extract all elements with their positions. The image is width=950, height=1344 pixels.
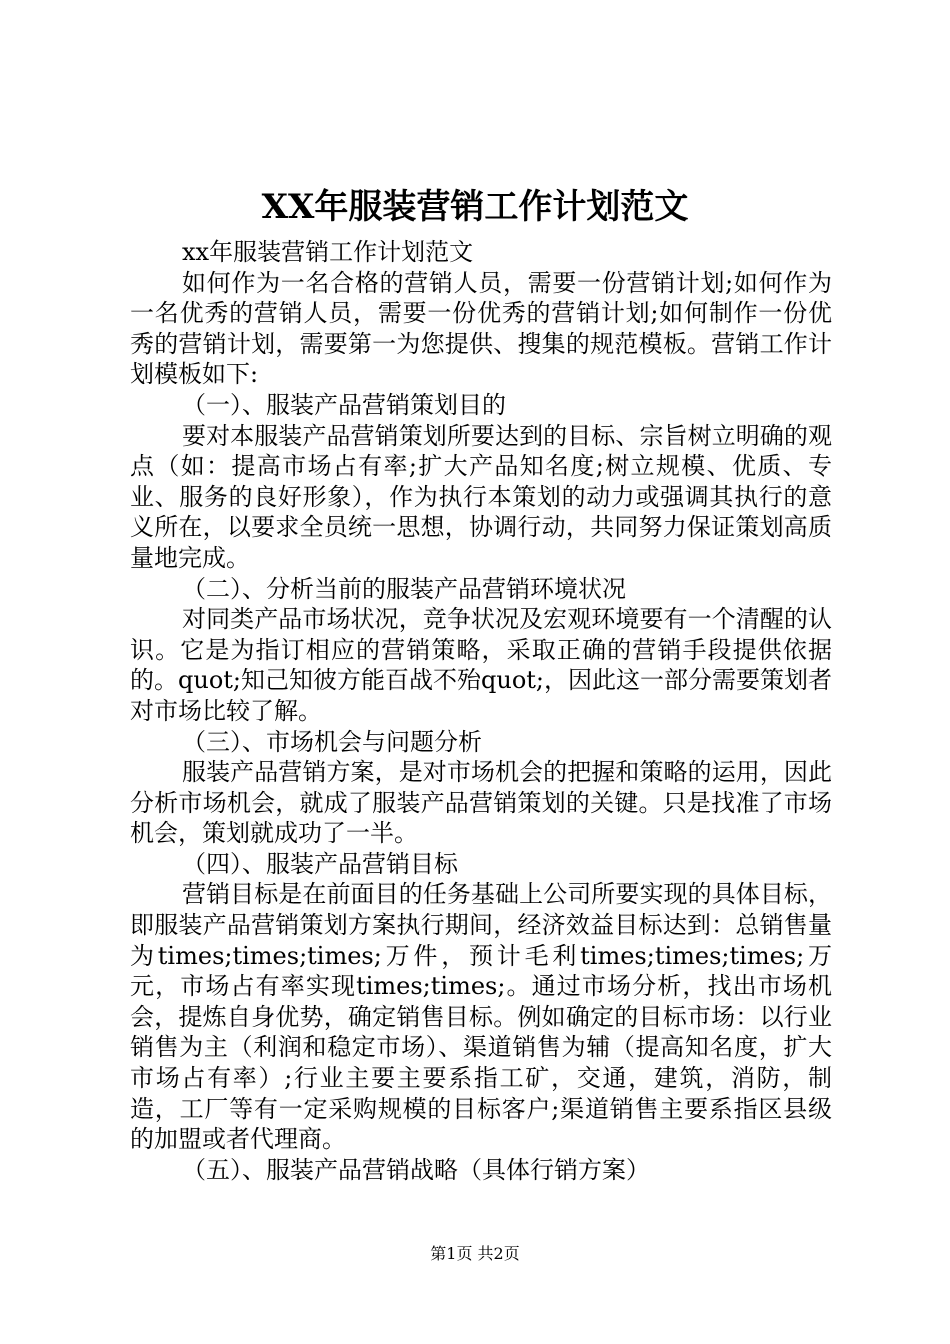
section-heading-5: （五）、服装产品营销战略（具体行销方案） <box>182 1155 650 1184</box>
section-heading-4: （四）、服装产品营销目标 <box>182 849 458 878</box>
section-body-2: 对同类产品市场状况，竞争状况及宏观环境要有一个清醒的认识。它是为指订相应的营销策略，采取正确的营销手段提供依据的。quot;知己知彼方能百战不殆quot;，因此这一部分需要策划者对市场比较了解。 <box>130 605 832 725</box>
intro-paragraph: 如何作为一名合格的营销人员，需要一份营销计划;如何作为一名优秀的营销人员，需要一份优秀的营销计划;如何制作一份优秀的营销计划，需要第一为您提供、搜集的规范模板。营销工作计划模板如下: <box>130 268 832 389</box>
section-body-1: 要对本服装产品营销策划所要达到的目标、宗旨树立明确的观点（如：提高市场占有率;扩大产品知名度;树立规模、优质、专业、服务的良好形象），作为执行本策划的动力或强调其执行的意义所在，以要求全员统一思想，协调行动，共同努力保证策划高质量地完成。 <box>130 421 832 572</box>
section-body-4: 营销目标是在前面目的任务基础上公司所要实现的具体目标，即服装产品营销策划方案执行期间，经济效益目标达到：总销售量为times;times;times;万件，预计毛利times;times;times;万元，市场占有率实现times;times;。通过市场分析，找出市场机会，提炼自身优势，确定销售目标。例如确定的目标市场：以行业销售为主（利润和稳定市场）、渠道销售为辅（提高知名度，扩大市场占有率）;行业主要主要系指工矿，交通，建筑，消防，制造，工厂等有一定采购规模的目标客户;渠道销售主要系指区县级的加盟或者代理商。 <box>130 880 832 1154</box>
subtitle-paragraph: xx年服装营销工作计划范文 <box>182 238 474 266</box>
document-body <box>130 237 832 1185</box>
page-footer: 第1页 共2页 <box>430 1244 520 1263</box>
section-body-3: 服装产品营销方案，是对市场机会的把握和策略的运用，因此分析市场机会，就成了服装产品营销策划的关键。只是找准了市场机会，策划就成功了一半。 <box>130 758 832 848</box>
document-title: XX年服装营销工作计划范文 <box>261 187 689 227</box>
section-heading-2: （二）、分析当前的服装产品营销环境状况 <box>182 574 626 603</box>
section-heading-1: （一）、服装产品营销策划目的 <box>182 390 506 419</box>
section-heading-3: （三）、市场机会与问题分析 <box>182 727 482 756</box>
